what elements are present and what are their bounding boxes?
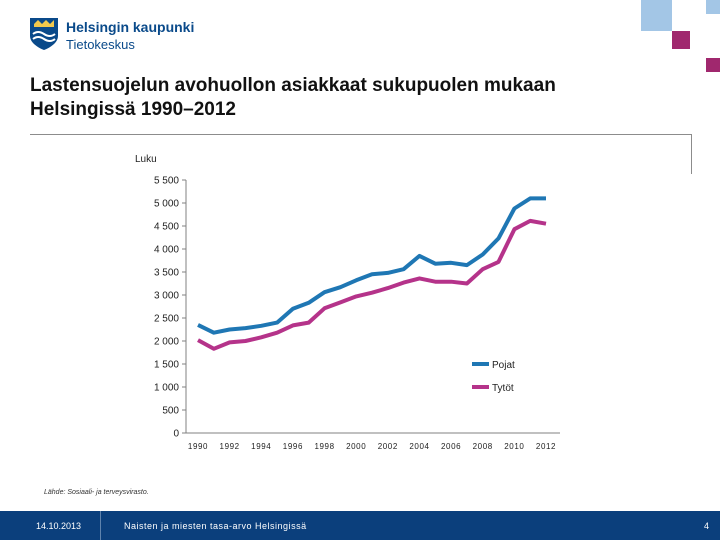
deco-square-magenta — [672, 31, 690, 49]
x-axis — [186, 433, 560, 451]
y-tick-label: 4 500 — [153, 221, 179, 233]
y-axis-label: Luku — [135, 154, 157, 165]
page-number: 4 — [704, 521, 710, 531]
x-tick-label: 2004 — [409, 442, 430, 451]
footer-bar — [0, 511, 720, 540]
y-tick-label: 1 000 — [153, 382, 179, 394]
x-tick-label: 2008 — [472, 442, 493, 451]
deco-square-light-blue — [641, 0, 672, 31]
deco-square-light-blue-small — [706, 0, 720, 14]
footer-title: Naisten ja miesten tasa-arvo Helsingissä — [124, 521, 307, 531]
helsinki-logo — [28, 14, 195, 56]
series-line-tytöt — [198, 221, 546, 349]
legend-label-tytöt: Tytöt — [492, 383, 514, 394]
x-tick-label: 2002 — [377, 442, 398, 451]
series-lines — [198, 198, 546, 348]
legend-label-pojat: Pojat — [492, 360, 515, 371]
deco-square-magenta-small — [706, 58, 720, 72]
slide-title-line2: Helsingissä 1990–2012 — [30, 99, 236, 120]
y-tick-label: 5 500 — [153, 175, 179, 187]
y-tick-label: 4 000 — [153, 244, 179, 256]
x-tick-label: 2010 — [504, 442, 525, 451]
y-tick-label: 2 000 — [153, 336, 179, 348]
y-tick-label: 1 500 — [153, 359, 179, 371]
x-tick-label: 1998 — [314, 442, 335, 451]
y-tick-label: 500 — [162, 405, 179, 417]
line-chart — [0, 140, 720, 485]
slide-title — [30, 74, 630, 122]
x-tick-label: 1996 — [282, 442, 304, 451]
x-tick-label: 2006 — [440, 442, 462, 451]
footer-date: 14.10.2013 — [36, 521, 82, 531]
y-tick-label: 3 000 — [153, 290, 179, 302]
y-tick-label: 3 500 — [153, 267, 179, 279]
y-tick-label: 0 — [173, 428, 179, 440]
y-tick-label: 2 500 — [153, 313, 179, 325]
y-axis — [154, 176, 186, 440]
org-name: Helsingin kaupunki — [66, 19, 195, 35]
slide-title-line1: Lastensuojelun avohuollon asiakkaat sukupuolen mukaan — [30, 75, 556, 96]
org-unit: Tietokeskus — [66, 37, 135, 52]
legend — [472, 360, 515, 394]
x-tick-label: 2012 — [535, 442, 557, 451]
x-tick-label: 1992 — [219, 442, 240, 451]
x-tick-label: 1990 — [187, 442, 209, 451]
y-tick-label: 5 000 — [153, 198, 179, 210]
x-tick-label: 2000 — [346, 442, 367, 451]
footer-separator — [100, 511, 101, 540]
source-note: Lähde: Sosiaali- ja terveysvirasto. — [44, 489, 149, 496]
x-tick-label: 1994 — [251, 442, 272, 451]
helsinki-crest-icon — [28, 16, 60, 52]
title-divider — [30, 134, 692, 135]
